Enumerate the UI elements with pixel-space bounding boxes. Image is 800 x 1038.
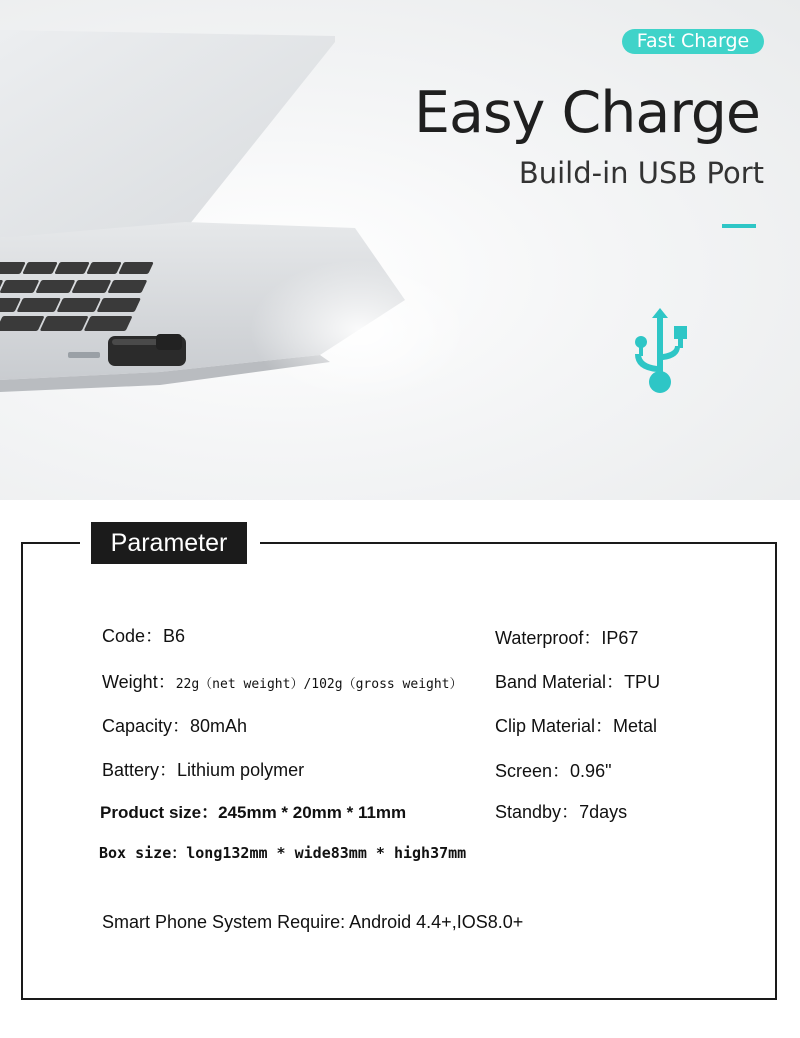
- spec-screen: [495, 757, 611, 783]
- spec-label: Code：: [102, 626, 164, 646]
- spec-value: 7days: [579, 802, 628, 822]
- spec-value: 22g（net weight）/102g（gross weight）: [175, 677, 463, 692]
- spec-value: TPU: [624, 672, 661, 692]
- spec-product-size: [100, 798, 406, 823]
- spec-label: Clip Material：: [495, 716, 614, 736]
- spec-label: Standby：: [495, 802, 580, 822]
- spec-label: Screen：: [495, 761, 571, 781]
- spec-code: [102, 622, 185, 648]
- fast-charge-badge: Fast Charge: [622, 29, 764, 54]
- spec-label: Band Material：: [495, 672, 625, 692]
- spec-value: B6: [163, 626, 186, 646]
- parameter-title: Parameter: [91, 522, 247, 564]
- spec-value: IP67: [601, 628, 639, 648]
- spec-value: 0.96": [570, 761, 612, 781]
- spec-box-size: [99, 842, 466, 863]
- spec-battery: [102, 756, 304, 782]
- spec-label: Product size：: [100, 803, 219, 822]
- headline: Easy Charge: [413, 80, 760, 146]
- spec-value: long132mm * wide83mm * high37mm: [186, 844, 467, 862]
- spec-weight: [102, 668, 463, 694]
- accent-bar: [722, 224, 756, 228]
- spec-capacity: [102, 712, 247, 738]
- spec-value: Lithium polymer: [177, 760, 305, 780]
- spec-label: Box size：: [99, 844, 187, 862]
- spec-value: Metal: [613, 716, 658, 736]
- spec-label: Battery：: [102, 760, 178, 780]
- hero-banner: [0, 0, 800, 500]
- spec-clip-material: [495, 712, 657, 738]
- spec-band-material: [495, 668, 660, 694]
- usb-icon: [630, 308, 690, 394]
- spec-label: Capacity：: [102, 716, 191, 736]
- spec-label: Weight：: [102, 672, 176, 692]
- spec-system-require: Smart Phone System Require: Android 4.4+,IOS8.0+: [102, 912, 524, 932]
- spec-value: 80mAh: [190, 716, 248, 736]
- subheadline: Build-in USB Port: [518, 156, 764, 190]
- spec-value: 245mm * 20mm * 11mm: [218, 803, 407, 822]
- spec-label: Waterproof：: [495, 628, 602, 648]
- spec-waterproof: [495, 624, 638, 650]
- spec-standby: [495, 798, 627, 824]
- laptop-illustration: [0, 0, 800, 500]
